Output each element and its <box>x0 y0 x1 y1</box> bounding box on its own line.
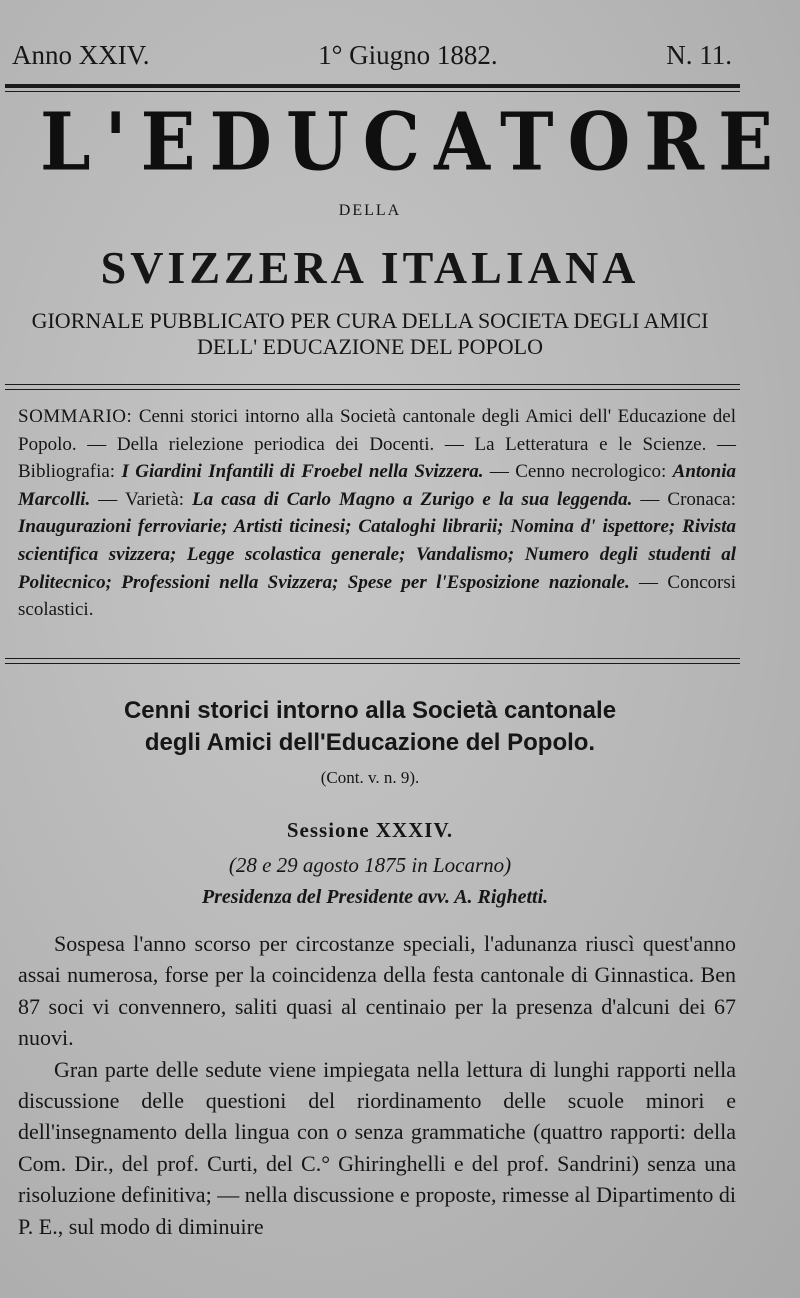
sommario-item-giardini: I Giardini Infantili di Froebel nella Svizzera. <box>121 461 484 483</box>
tagline-line-2: DELL' EDUCAZIONE DEL POPOLO <box>197 334 543 359</box>
article-paragraph-1: Sospesa l'anno scorso per circostanze speciali, l'adunanza riuscì quest'anno assai numerosa, forse per la coincidenza della festa cantonale di Ginnastica. Ben 87 soci vi convennero, saliti quasi al centinaio per la presenza d'alcuni dei 67 nuovi. <box>18 931 736 1051</box>
sommario-bottom-rule <box>5 658 740 659</box>
sommario-text-1: Cenni storici intorno alla Società cantonale degli Amici dell' Educazione del Popolo. — Della rielezione periodica dei Docenti. — La Letteratura e le Scienze. — Bibliografia: <box>18 406 736 483</box>
article-title-line-2: degli Amici dell'Educazione del Popolo. <box>144 729 596 756</box>
sommario-text-2: — Cenno necrologico: <box>483 461 673 483</box>
issue-header <box>12 40 732 74</box>
table-of-contents <box>18 403 736 624</box>
sommario-bottom-rule-2 <box>5 663 740 664</box>
masthead-tagline <box>0 308 740 360</box>
masthead-della: DELLA <box>338 202 402 219</box>
sommario-top-rule-2 <box>5 389 740 390</box>
article-paragraph-2: Gran parte delle sedute viene impiegata nella lettura di lunghi rapporti nella discussione delle questioni del riordinamento delle scuole minori e dell'insegnamento della lingua con o senza grammatiche (quattro rapporti: della Com. Dir., del prof. Curti, del C.° Ghiringhelli e del prof. Sandrini) senza una risoluzione definitiva; — nella discussione e proposte, rimesse al Dipartimento di P. E., sul modo di diminuire <box>18 1056 736 1239</box>
article-body <box>18 928 736 1242</box>
header-rule <box>5 84 740 88</box>
sommario-item-marcolli: Antonia Marcolli. <box>18 461 737 510</box>
session-heading: Sessione XXXIV. <box>286 818 454 842</box>
sommario-top-rule <box>5 384 740 385</box>
article-continuation: (Cont. v. n. 9). <box>320 768 420 787</box>
issue-year: Anno XXIV. <box>12 40 150 70</box>
article-title-line-1: Cenni storici intorno alla Società cantonale <box>123 697 617 724</box>
sommario-text-5: — Concorsi scolastici. <box>18 571 737 621</box>
masthead-title: L'EDUCATORE <box>40 94 788 189</box>
sommario-item-cronaca: Inaugurazioni ferroviarie; Artisti ticinesi; Cataloghi librarii; Nomina d' ispettore; Rivista scientifica svizzera; Legge scolastica generale; Vandalismo; Numero degli studenti al Politecnico; Professioni nella Svizzera; Spese per l'Esposizione nazionale. <box>18 516 736 593</box>
sommario-text-3: — Varietà: <box>90 488 193 510</box>
header-rule-thin <box>5 91 740 92</box>
issue-number: N. 11. <box>666 40 732 70</box>
sommario-text-4: — Cronaca: <box>632 488 736 510</box>
sommario-item-carlo-magno: La casa di Carlo Magno a Zurigo e la sua leggenda. <box>192 488 633 510</box>
tagline-line-1: GIORNALE PUBBLICATO PER CURA DELLA SOCIETA DEGLI AMICI <box>31 308 709 333</box>
issue-date: 1° Giugno 1882. <box>318 40 498 70</box>
masthead-subtitle: SVIZZERA ITALIANA <box>100 242 640 293</box>
session-presidency: Presidenza del Presidente avv. A. Righetti. <box>201 886 549 908</box>
sommario-label: SOMMARIO: <box>18 406 133 427</box>
session-date: (28 e 29 agosto 1875 in Locarno) <box>228 853 512 877</box>
article-title <box>0 695 740 759</box>
